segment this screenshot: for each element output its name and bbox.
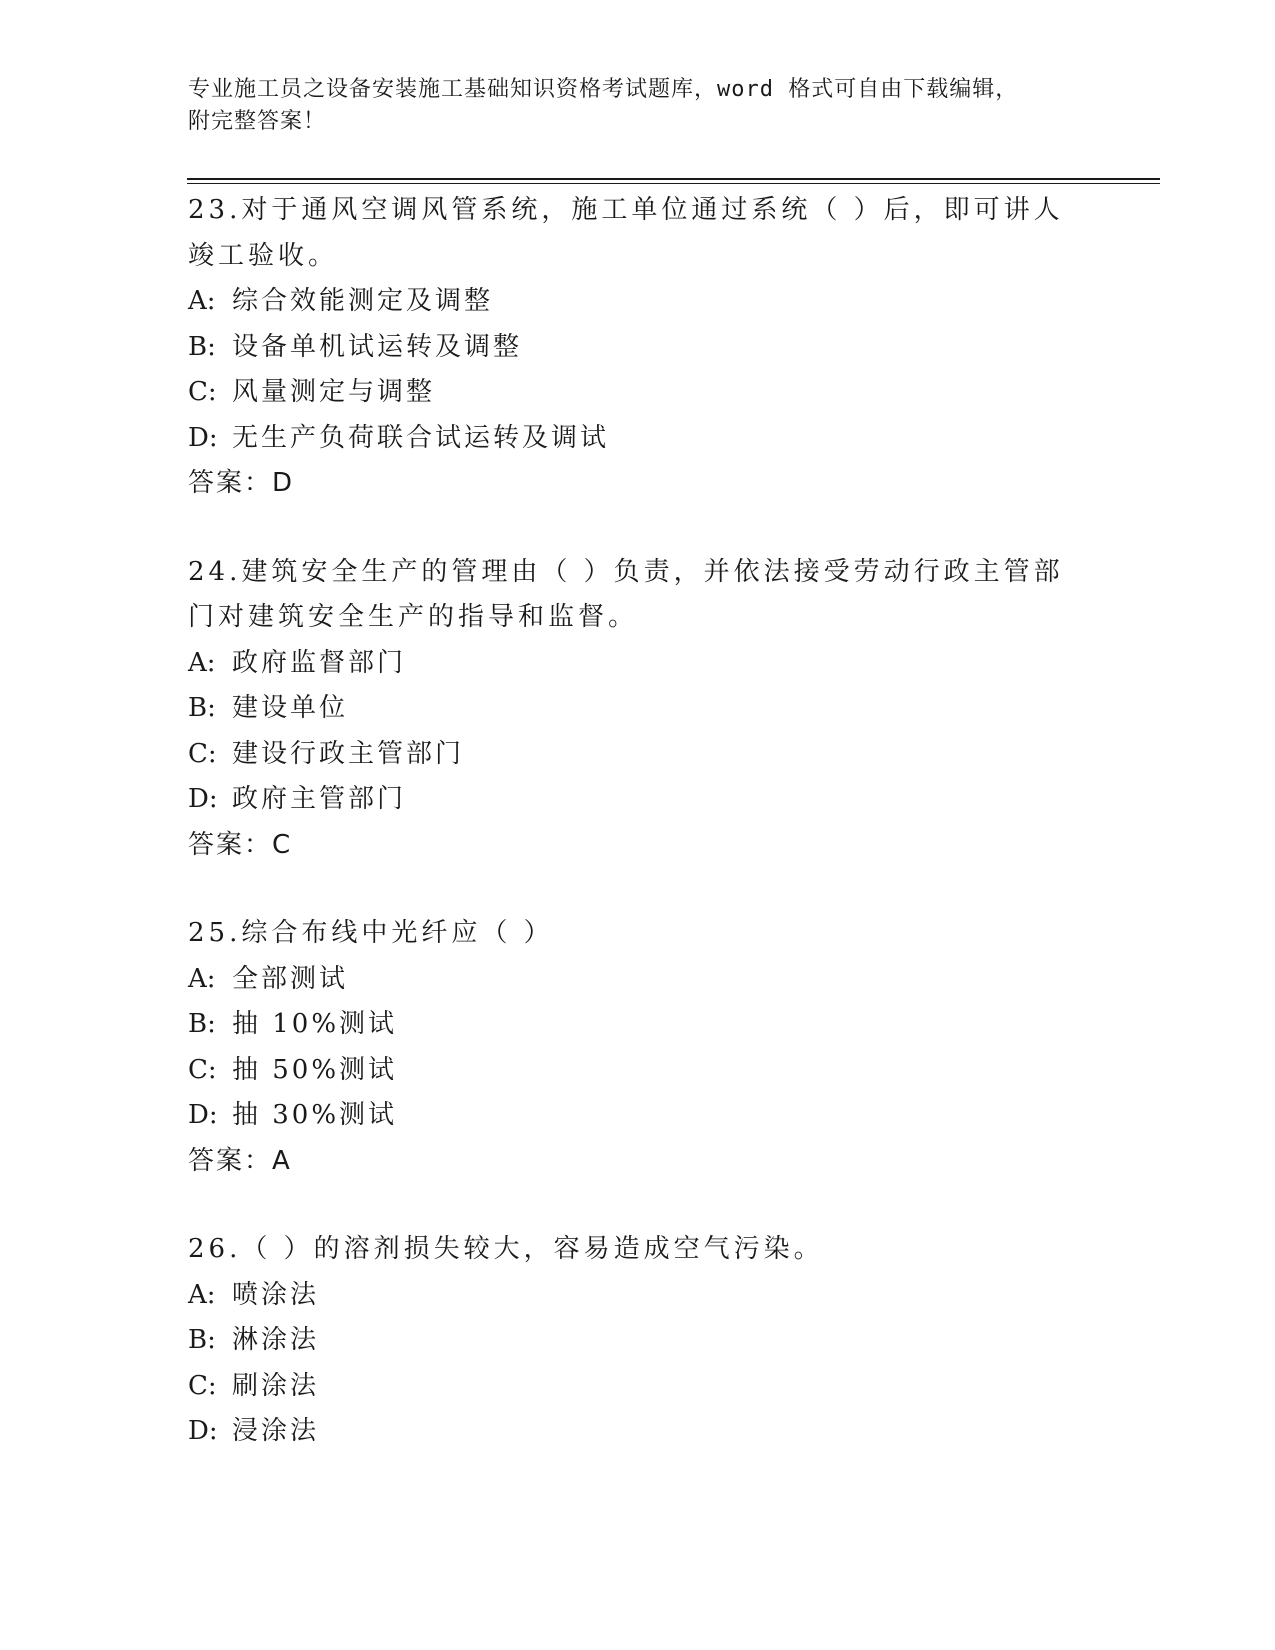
option-text: 抽 10%测试 xyxy=(232,1009,398,1039)
option-letter: A: xyxy=(188,286,216,316)
option-text: 全部测试 xyxy=(232,963,349,994)
option-letter: C: xyxy=(188,377,217,407)
option-d xyxy=(188,1093,1068,1139)
answer-line xyxy=(188,1139,1068,1185)
answer-line xyxy=(188,823,1068,869)
option-text: 政府监督部门 xyxy=(232,647,407,678)
option-text: 抽 30%测试 xyxy=(232,1100,398,1130)
option-b xyxy=(188,1318,1068,1364)
option-b xyxy=(188,686,1068,732)
option-letter: B: xyxy=(188,693,216,723)
option-b xyxy=(188,1002,1068,1048)
document-header xyxy=(188,74,1088,138)
option-c xyxy=(188,1048,1068,1094)
option-letter: B: xyxy=(188,331,216,362)
option-d xyxy=(188,1409,1068,1455)
option-a xyxy=(188,279,1068,325)
answer-label: 答案： xyxy=(188,468,273,498)
option-letter: D: xyxy=(188,784,218,814)
option-text: 建设行政主管部门 xyxy=(232,738,465,769)
option-text: 抽 50%测试 xyxy=(232,1054,398,1085)
question-text: 25.综合布线中光纤应（ ） xyxy=(188,918,554,948)
answer-value: A xyxy=(272,1145,292,1176)
option-text: 淋涂法 xyxy=(232,1325,320,1355)
option-text: 设备单机试运转及调整 xyxy=(232,331,523,362)
option-letter: D: xyxy=(188,1100,218,1130)
option-letter: C: xyxy=(188,1054,217,1085)
question-text: 23.对于通风空调风管系统，施工单位通过系统（ ）后，即可讲人竣工验收。 xyxy=(188,195,1064,271)
option-a xyxy=(188,957,1068,1003)
option-text: 刷涂法 xyxy=(232,1370,320,1401)
header-line-1: 专业施工员之设备安装施工基础知识资格考试题库，word 格式可自由下载编辑， xyxy=(188,77,1019,102)
option-c xyxy=(188,370,1068,416)
question-list xyxy=(188,188,1068,1498)
option-c xyxy=(188,1364,1068,1410)
question-23 xyxy=(188,188,1068,507)
option-text: 风量测定与调整 xyxy=(232,377,436,407)
option-letter: B: xyxy=(188,1325,216,1355)
option-letter: C: xyxy=(188,738,217,769)
option-d xyxy=(188,777,1068,823)
question-24 xyxy=(188,550,1068,869)
option-text: 喷涂法 xyxy=(232,1279,320,1310)
option-text: 综合效能测定及调整 xyxy=(232,286,494,316)
option-b xyxy=(188,325,1068,371)
option-d xyxy=(188,416,1068,462)
answer-label: 答案： xyxy=(188,1145,273,1176)
option-letter: A: xyxy=(188,647,216,678)
option-a xyxy=(188,1273,1068,1319)
question-text: 24.建筑安全生产的管理由（ ）负责，并依法接受劳动行政主管部门对建筑安全生产的指导和监督。 xyxy=(188,556,1064,632)
option-letter: A: xyxy=(188,1279,216,1310)
answer-label: 答案： xyxy=(188,829,273,860)
question-25 xyxy=(188,911,1068,1184)
answer-value: C xyxy=(272,829,293,860)
header-divider-thin xyxy=(187,183,1160,184)
option-text: 政府主管部门 xyxy=(232,784,407,814)
option-letter: B: xyxy=(188,1009,216,1039)
option-letter: A: xyxy=(188,963,216,994)
answer-value: D xyxy=(272,468,295,498)
option-text: 无生产负荷联合试运转及调试 xyxy=(232,422,610,453)
option-text: 建设单位 xyxy=(232,693,349,723)
option-letter: D: xyxy=(188,422,218,453)
header-divider-thick xyxy=(187,178,1160,180)
question-26 xyxy=(188,1227,1068,1455)
header-line-2: 附完整答案！ xyxy=(188,109,327,134)
option-c xyxy=(188,732,1068,778)
option-text: 浸涂法 xyxy=(232,1416,320,1446)
option-a xyxy=(188,641,1068,687)
answer-line xyxy=(188,461,1068,507)
option-letter: D: xyxy=(188,1416,218,1446)
option-letter: C: xyxy=(188,1370,217,1401)
question-text: 26.（ ）的溶剂损失较大，容易造成空气污染。 xyxy=(188,1234,824,1264)
